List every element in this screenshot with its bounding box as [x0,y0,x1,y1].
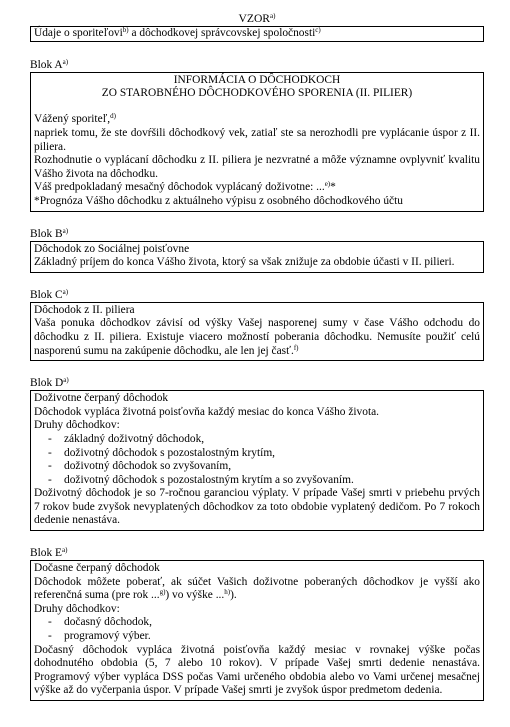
block-c-label-text: Blok C [30,288,63,301]
block-e-list-title: Druhy dôchodkov: [34,602,120,615]
block-b-label [30,228,484,241]
block-a-label [30,59,484,72]
list-item-text: doživotný dôchodok so zvyšovaním, [64,460,232,473]
dash-bullet-icon: - [48,630,52,643]
list-item-text: doživotný dôchodok s pozostalostným krytím, [64,446,276,459]
list-item [34,616,480,630]
block-a-heading-line2: ZO STAROBNÉHO DÔCHODKOVÉHO SPORENIA (II. PILIER) [101,87,413,99]
block-a-paragraph-4: *Prognóza Vášho dôchodku z aktuálneho výpisu z osobného dôchodkového účtu [34,194,403,207]
block-a-box [30,72,484,212]
list-item [34,447,480,461]
reference-sum-text: Dôchodok môžete poberať, ak súčet Vašich doživotne poberaných dôchodkov je vyšší ako referenčná suma (pre rok ... [34,575,480,602]
block-d-footnote-ref: a) [63,376,69,385]
reference-amount-footnote-ref: h) [224,588,231,597]
list-item [34,433,480,447]
pension-estimate-asterisk: * [330,181,336,194]
block-e-label-text: Blok E [30,547,62,560]
reference-closing-text: ). [230,589,237,602]
dash-bullet-icon: - [48,473,52,486]
block-b-heading: Dôchodok zo Sociálnej poisťovne [34,242,190,255]
saver-info-text: Údaje o sporiteľovi [34,27,123,39]
block-e-heading: Dočasne čerpaný dôchodok [34,562,160,575]
block-d-list-title: Druhy dôchodkov: [34,419,120,432]
block-a-paragraph-1: napriek tomu, že ste dovŕšili dôchodkový vek, zatiaľ ste sa nerozhodli pre vyplácanie úspor z II. piliera. [34,127,480,153]
salutation-text: Vážený sporiteľ, [34,113,111,126]
block-a-heading [34,74,480,101]
list-item [34,460,480,474]
title-text: VZOR [238,12,271,25]
dash-bullet-icon: - [48,460,52,473]
title-footnote-ref: a) [270,12,276,20]
block-c-footnote-ref: a) [62,287,69,296]
block-b-box [30,241,484,273]
dash-bullet-icon: - [48,432,52,445]
block-a-footnote-ref: a) [62,57,69,66]
block-a-label-text: Blok A [30,58,63,71]
block-c-heading: Dôchodok z II. piliera [34,303,135,316]
block-a-salutation [34,113,480,127]
saver-footnote-ref: b) [122,26,129,34]
block-e-footnote-ref: a) [61,546,68,555]
block-d-label [30,377,484,390]
block-b-label-text: Blok B [30,227,63,240]
reference-amount-text: ) vo výške ... [165,589,225,602]
block-d-heading: Doživotne čerpaný dôchodok [34,392,169,405]
company-footnote-ref: c) [315,26,321,34]
dash-bullet-icon: - [48,616,52,629]
block-c-box [30,302,484,361]
block-d-paragraph-1: Dôchodok vypláca životná poisťovňa každý mesiac do konca Vášho života. [34,405,380,418]
block-a-heading-line1: INFORMÁCIA O DÔCHODKOCH [173,73,341,86]
block-e-label [30,547,484,560]
block-a-paragraph-2: Rozhodnutie o vyplácaní dôchodku z II. piliera je nezvratné a môže významne ovplyvniť kvalitu Vášho života na dôchodku. [34,154,480,180]
block-d-box [30,390,484,531]
block-d-paragraph-2: Doživotný dôchodok je so 7-ročnou garanciou výplaty. V prípade Vašej smrti v priebehu prvých 7 rokov bude zvyšok nevyplatených dôchodkov za toto obdobie vyplatený dedičom. Po 7 rokoch dedenie nenastáva. [34,487,480,527]
list-item [34,474,480,488]
list-item-text: programový výber. [64,630,151,643]
dash-bullet-icon: - [48,446,52,459]
block-c-paragraph-1 [34,317,480,358]
block-b-footnote-ref: a) [62,226,69,235]
block-c-paragraph-footnote-ref: f) [293,343,299,352]
salutation-footnote-ref: d) [110,112,116,121]
block-e-paragraph-1 [34,576,480,603]
block-d-label-text: Blok D [30,377,64,390]
list-item [34,630,480,644]
block-d-pension-types-list [34,433,480,487]
block-e-box [30,560,484,701]
saver-info-box [30,26,484,42]
block-c-paragraph-text: Vaša ponuka dôchodkov závisí od výšky Vašej nasporenej sumy v čase Vášho odchodu do dôchodku z II. piliera. Existuje viacero možností poberania dôchodku. Nemusíte použiť celú nasporenú sumu na zakúpenie dôchodku, ale len jej časť. [34,317,480,357]
block-b-paragraph-1: Základný príjem do konca Vášho života, ktorý sa však znižuje za obdobie účasti v II. pilieri. [34,256,455,269]
document-page [30,12,484,701]
block-e-pension-types-list [34,616,480,643]
list-item-text: základný doživotný dôchodok, [64,432,205,445]
pension-estimate-text: Váš predpokladaný mesačný dôchodok vyplácaný doživotne: ... [34,181,325,194]
block-e-paragraph-2: Dočasný dôchodok vypláca životná poisťovňa každý mesiac v rovnakej výške počas dohodnutého obdobia (5, 7 alebo 10 rokov). V prípade Vašej smrti dedenie nenastáva. Programový výber vypláca DSS počas Vami určeného obdobia alebo vo Vami určenej mesačnej výške až do vyčerpania úspor. V prípade Vašej smrti je zvyšok úspor predmetom dedenia. [34,643,480,697]
company-info-text: a dôchodkovej správcovskej spoločnosti [128,27,316,39]
list-item-text: dočasný dôchodok, [64,616,152,629]
reference-year-footnote-ref: g) [159,588,166,597]
document-title [30,12,484,26]
list-item-text: doživotný dôchodok s pozostalostným krytím a so zvyšovaním. [64,473,354,486]
block-a-paragraph-3 [34,181,480,195]
pension-estimate-footnote-ref: e) [324,180,331,189]
block-c-label [30,289,484,302]
